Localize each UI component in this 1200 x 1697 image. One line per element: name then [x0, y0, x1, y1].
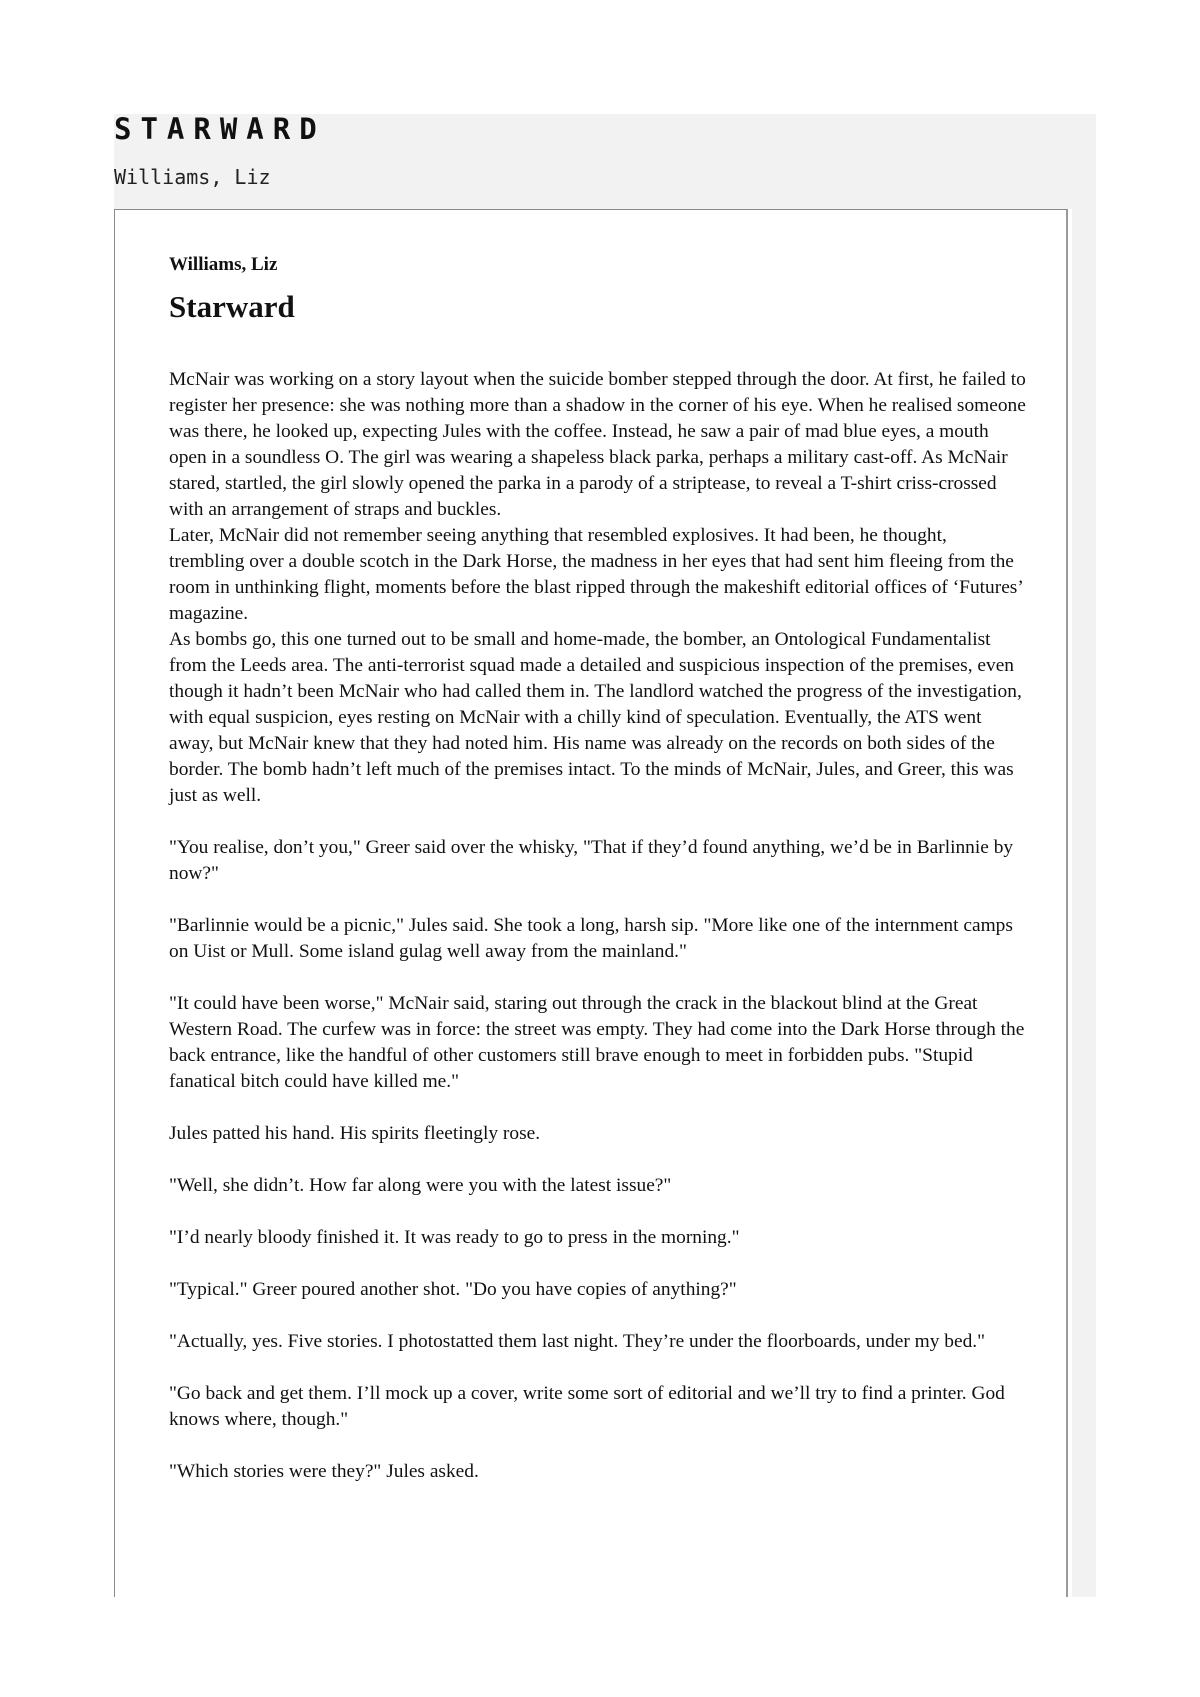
story-paragraph: "Which stories were they?" Jules asked. [169, 1461, 479, 1482]
document-title: Starward [169, 289, 295, 324]
story-text [169, 367, 1027, 1485]
document-frame[interactable] [114, 209, 1068, 1597]
header-author: Williams, Liz [114, 165, 271, 189]
story-paragraph: "It could have been worse," McNair said, staring out through the crack in the blackout blind at the Great Western Road. The curfew was in force: the street was empty. They had come into the Dark Horse through the back entrance, like the handful of other customers still brave enough to meet in forbidden pubs. "Stupid fanatical bitch could have killed me." [169, 993, 1025, 1092]
header-title: STARWARD [114, 112, 326, 146]
story-paragraph: Jules patted his hand. His spirits fleetingly rose. [169, 1123, 541, 1144]
story-paragraph: "I’d nearly bloody finished it. It was ready to go to press in the morning." [169, 1227, 740, 1248]
story-paragraph: "Well, she didn’t. How far along were you with the latest issue?" [169, 1175, 672, 1196]
document-body [169, 254, 1027, 1485]
story-paragraph: As bombs go, this one turned out to be small and home-made, the bomber, an Ontological Fundamentalist from the Leeds area. The anti-terrorist squad made a detailed and suspicious inspection of the premises, even though it hadn’t been McNair who had called them in. The landlord watched the progress of the investigation, with equal suspicion, eyes resting on McNair with a chilly kind of speculation. Eventually, the ATS went away, but McNair knew that they had noted him. His name was already on the records on both sides of the border. The bomb hadn’t left much of the premises intact. To the minds of McNair, Jules, and Greer, this was just as well. [169, 629, 1022, 806]
story-paragraph: "Go back and get them. I’ll mock up a cover, write some sort of editorial and we’ll try to find a printer. God knows where, though." [169, 1383, 1005, 1430]
page-header [114, 114, 1096, 209]
story-paragraph: "You realise, don’t you," Greer said over the whisky, "That if they’d found anything, we’d be in Barlinnie by now?" [169, 837, 1014, 884]
story-paragraph: "Actually, yes. Five stories. I photostatted them last night. They’re under the floorboards, under my bed." [169, 1331, 986, 1352]
side-gutter [1072, 209, 1096, 1597]
story-paragraph: "Barlinnie would be a picnic," Jules said. She took a long, harsh sip. "More like one of the internment camps on Uist or Mull. Some island gulag well away from the mainland." [169, 915, 1013, 962]
story-paragraph: McNair was working on a story layout when the suicide bomber stepped through the door. At first, he failed to register her presence: she was nothing more than a shadow in the corner of his eye. When he realised someone was there, he looked up, expecting Jules with the coffee. Instead, he saw a pair of mad blue eyes, a mouth open in a soundless O. The girl was wearing a shapeless black parka, perhaps a military cast-off. As McNair stared, startled, the girl slowly opened the parka in a parody of a striptease, to reveal a T-shirt criss-crossed with an arrangement of straps and buckles. [169, 369, 1026, 520]
story-paragraph: "Typical." Greer poured another shot. "Do you have copies of anything?" [169, 1279, 737, 1300]
story-paragraph: Later, McNair did not remember seeing anything that resembled explosives. It had been, he thought, trembling over a double scotch in the Dark Horse, the madness in her eyes that had sent him fleeing from the room in unthinking flight, moments before the blast ripped through the makeshift editorial offices of ‘Futures’ magazine. [169, 525, 1023, 624]
document-author: Williams, Liz [169, 254, 278, 275]
